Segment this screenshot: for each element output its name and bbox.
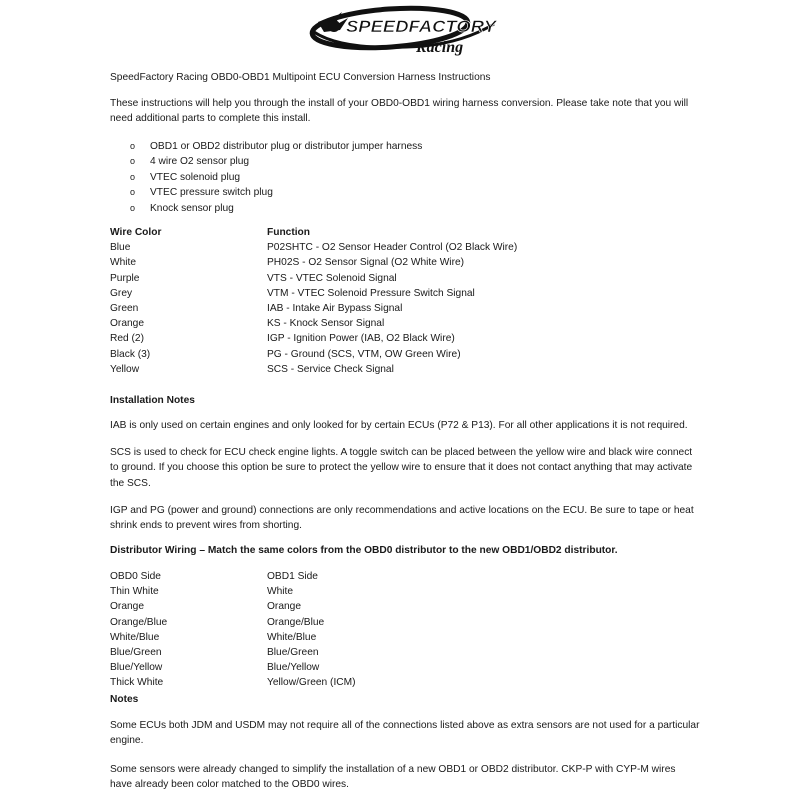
installation-notes-heading: Installation Notes	[110, 395, 195, 406]
installation-note-iab: IAB is only used on certain engines and only looked for by certain ECUs (P72 & P13). For all other applications it is not required.	[110, 420, 688, 431]
obd0-side-header: OBD0 Side	[110, 571, 161, 582]
list-item: o VTEC solenoid plug	[130, 170, 422, 185]
bullet-icon: o	[130, 141, 136, 151]
wire-color-header: Wire Color	[110, 227, 162, 238]
speedfactory-logo	[304, 2, 504, 64]
bullet-icon: o	[130, 171, 136, 182]
intro-paragraph: These instructions will help you through the install of your OBD0-OBD1 wiring harness conversion. Please take note that you will need additional parts to complete this install.	[110, 98, 689, 125]
notes-sensor-paragraph: Some sensors were already changed to simplify the installation of a new OBD1 or OBD2 distributor. CKP-P with CYP-M wires have already been color matched to the OBD0 wires.	[110, 764, 676, 791]
list-item: o OBD1 or OBD2 distributor plug or distributor jumper harness	[130, 139, 422, 154]
distributor-wiring-heading: Distributor Wiring – Match the same colors from the OBD0 distributor to the new OBD1/OBD2 distributor.	[110, 545, 618, 556]
notes-heading: Notes	[110, 694, 139, 705]
list-item: o Knock sensor plug	[130, 201, 422, 216]
function-header: Function	[267, 227, 311, 238]
bullet-icon: o	[130, 156, 136, 167]
list-item: o 4 wire O2 sensor plug	[130, 154, 422, 169]
installation-note-igp-pg: IGP and PG (power and ground) connections are only recommendations and active locations on the ECU. Be sure to tape or heat shrink ends to prevent wires from shorting.	[110, 505, 694, 532]
bullet-icon: o	[130, 187, 136, 198]
notes-ecu-paragraph: Some ECUs both JDM and USDM may not require all of the connections listed above as extra sensors are not used for a particular engine.	[110, 720, 700, 747]
installation-note-scs: SCS is used to check for ECU check engine lights. A toggle switch can be placed between the yellow wire and black wire connect to ground. If you choose this option be sure to protect the yellow wire to ensure that it does not contact anything that may activate the SCS.	[110, 447, 693, 489]
list-item: o VTEC pressure switch plug	[130, 185, 422, 200]
bullet-icon: o	[130, 202, 136, 213]
svg-text:SPEEDFACTORY: SPEEDFACTORY	[346, 17, 498, 36]
document-title: SpeedFactory Racing OBD0-OBD1 Multipoint ECU Conversion Harness Instructions	[110, 72, 491, 83]
instruction-page: SPEEDFACTORY Racing SpeedFactory Racing OBD0-OBD1 Multipoint ECU Conversion Harness Instructions These instructions will help you through the install of your OBD0-OBD1 wiring harness conversion. Please take note that you will need additional parts to complete this install. o OBD1 or OBD2 distributor plug or distributor jumper harness o 4 wire O2 sensor plug o VTEC solenoid plug o VTEC pressure switch plug o Knock sensor plug Wire Color Function Blue P02SHTC - O2 Sensor Header Control (O2 Black Wire) White PH02S - O2 Sensor Signal (O2 White Wire) Purple VTS - VTEC Solenoid Signal Grey VTM - VTEC Solenoid Pressure Switch Signal Green IAB - Intake Air Bypass Signal Orange KS - Knock Sensor Signal Red (2) IGP - Ignition Power (IAB, O2 Black Wire) Black (3) PG - Ground (SCS, VTM, OW Green Wire) Yellow SCS - Service Check Signal Installation Notes IAB is only used on certain engines and only looked for by certain ECUs (P72 & P13). For all other applications it is not required. SCS is used to check for ECU check engine lights. A toggle switch can be placed between the yellow wire and black wire connect to ground. If you choose this option be sure to protect the yellow wire to ensure that it does not contact anything that may activate the SCS. IGP and PG (power and ground) connections are only recommendations and active locations on the ECU. Be sure to tape or heat shrink ends to prevent wires from shorting. Distributor Wiring – Match the same colors from the OBD0 distributor to the new OBD1/OBD2 distributor. OBD0 Side OBD1 Side Thin White White Orange Orange Orange/Blue Orange/Blue White/Blue White/Blue Blue/Green Blue/Green Blue/Yellow Blue/Yellow Thick White Yellow/Green (ICM) Notes Some ECUs both JDM and USDM may not require all of the connections listed above as extra sensors are not used for a particular engine. Some sensors were already changed to simplify the installation of a new OBD1 or OBD2 distributor. CKP-P with CYP-M wires have already been color matched to the OBD0 wires.	[0, 0, 800, 800]
required-parts-list	[130, 139, 422, 216]
svg-text:Racing: Racing	[416, 39, 464, 56]
obd1-side-header: OBD1 Side	[267, 571, 318, 582]
